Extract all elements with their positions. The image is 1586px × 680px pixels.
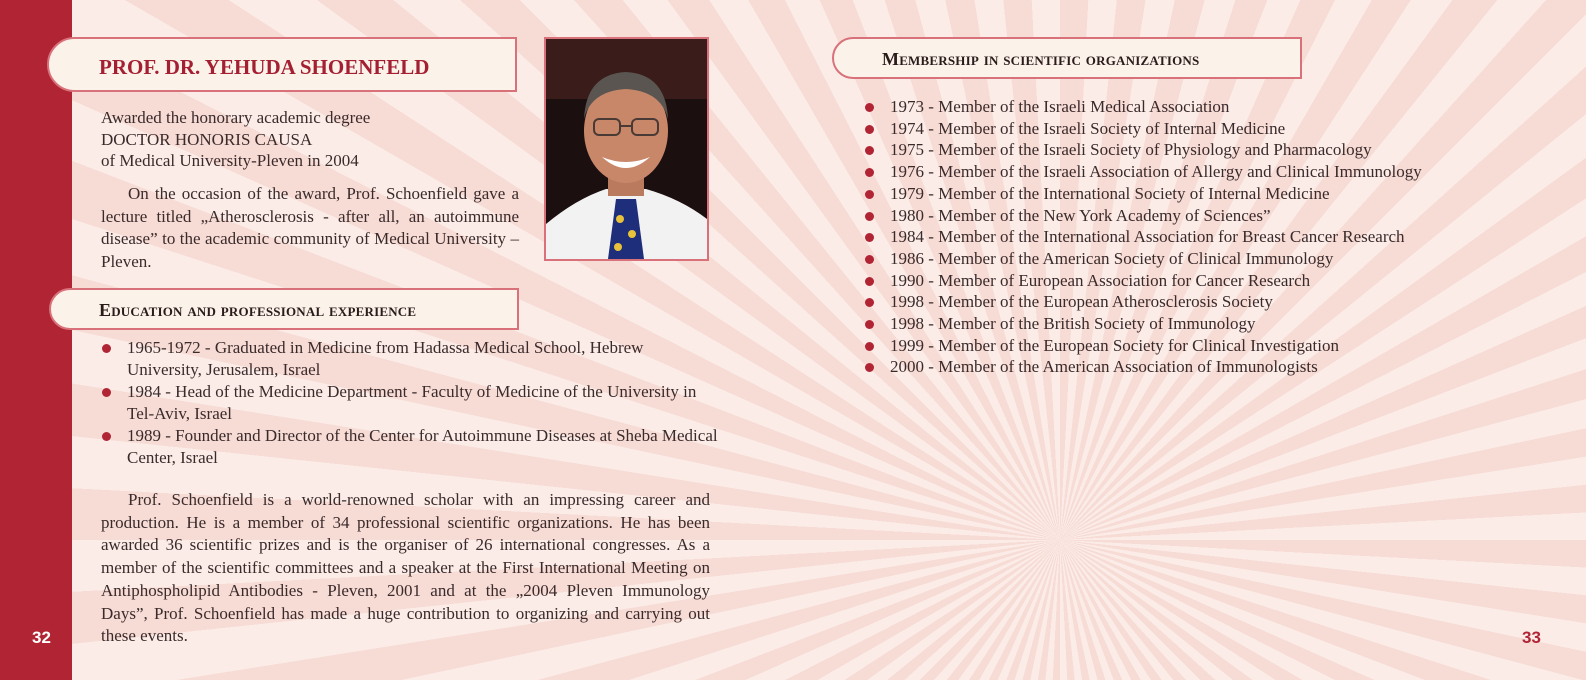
portrait-illustration [546,39,707,259]
award-line-1: Awarded the honorary academic degree [101,108,371,127]
education-heading-box [49,288,519,330]
bullet-icon [102,432,111,441]
bullet-icon [865,255,874,264]
bullet-icon [102,388,111,397]
bullet-icon [865,125,874,134]
bullet-icon [865,146,874,155]
lecture-paragraph: On the occasion of the award, Prof. Schoenfield gave a lecture titled „Atherosclerosis - after all, an autoimmune disease” to the academic community of Medical University – Pleven. [101,184,519,271]
list-item: 1984 - Member of the International Association for Breast Cancer Research [864,226,1422,248]
award-line-3: of Medical University-Pleven in 2004 [101,151,359,170]
list-item: 2000 - Member of the American Association of Immunologists [864,356,1422,378]
portrait-photo [544,37,709,261]
bullet-icon [865,233,874,242]
bullet-icon [865,103,874,112]
bullet-icon [865,190,874,199]
left-margin-bar [0,0,72,680]
bullet-icon [865,298,874,307]
membership-list [864,96,1422,378]
list-item: 1998 - Member of the British Society of Immunology [864,313,1422,335]
list-item: 1980 - Member of the New York Academy of Sciences” [864,205,1422,227]
list-item: 1979 - Member of the International Society of Internal Medicine [864,183,1422,205]
name-heading-box [47,37,517,92]
list-item: 1989 - Founder and Director of the Center for Autoimmune Diseases at Sheba Medical Center, Israel [101,425,721,469]
list-item: 1986 - Member of the American Society of Clinical Immunology [864,248,1422,270]
bullet-icon [865,363,874,372]
bullet-icon [865,320,874,329]
biography-paragraph: Prof. Schoenfield is a world-renowned scholar with an impressing career and production. He is a member of 34 professional scientific organizations. He has been awarded 36 scientific prizes and is the organiser of 26 international congresses. As a member of the scientific committees and a speaker at the First International Meeting on Antiphospholipid Antibodies - Pleven, 2001 and at the „2004 Pleven Immunology Days”, Prof. Schoenfield has made a huge contribution to organizing and carrying out these events. [101,490,710,646]
page-number-left: 32 [32,628,51,647]
bullet-icon [865,342,874,351]
bullet-icon [865,212,874,221]
list-item: 1973 - Member of the Israeli Medical Association [864,96,1422,118]
list-item: 1975 - Member of the Israeli Society of Physiology and Pharmacology [864,139,1422,161]
education-heading: Education and professional experience [99,300,417,320]
list-item: 1999 - Member of the European Society for Clinical Investigation [864,335,1422,357]
membership-heading: Membership in scientific organizations [882,49,1200,69]
list-item: 1998 - Member of the European Atherosclerosis Society [864,291,1422,313]
bullet-icon [102,344,111,353]
award-line-2: DOCTOR HONORIS CAUSA [101,129,313,149]
list-item: 1976 - Member of the Israeli Association of Allergy and Clinical Immunology [864,161,1422,183]
education-list [101,337,721,469]
list-item: 1984 - Head of the Medicine Department - Faculty of Medicine of the University in Tel-Aviv, Israel [101,381,721,425]
list-item: 1974 - Member of the Israeli Society of Internal Medicine [864,118,1422,140]
bullet-icon [865,277,874,286]
person-name: PROF. DR. YEHUDA SHOENFELD [99,55,430,79]
list-item: 1990 - Member of European Association for Cancer Research [864,270,1422,292]
page-number-right: 33 [1522,628,1541,647]
award-statement [101,107,370,172]
membership-heading-box [832,37,1302,79]
bullet-icon [865,168,874,177]
list-item: 1965-1972 - Graduated in Medicine from Hadassa Medical School, Hebrew University, Jerusalem, Israel [101,337,721,381]
